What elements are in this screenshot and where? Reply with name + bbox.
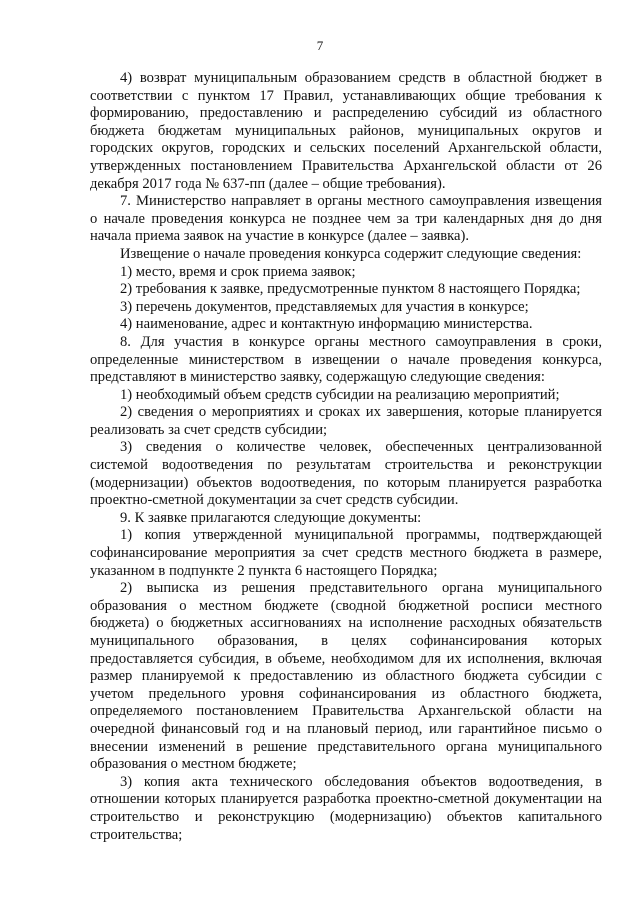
- paragraph: Извещение о начале проведения конкурса содержит следующие сведения:: [120, 245, 582, 262]
- paragraph: 1) копия утвержденной муниципальной программы, подтверждающей софинансирование мероприятия за счет средств местного бюджета в размере, указанном в подпункте 2 пункта 6 настоящего Порядка;: [90, 527, 602, 579]
- paragraph: 2) сведения о мероприятиях и сроках их завершения, которые планируется реализовать за счет средств субсидии;: [90, 404, 602, 438]
- paragraph: 8. Для участия в конкурсе органы местного самоуправления в сроки, определенные министерством в извещении о начале проведения конкурса, представляют в министерство заявку, содержащую следующие сведения:: [90, 333, 602, 386]
- paragraph: 1) место, время и срок приема заявок;: [120, 263, 356, 280]
- page-number: 7: [316, 38, 324, 53]
- paragraph: 3) сведения о количестве человек, обеспеченных централизованной системой водоотведения по результатам строительства и реконструкции (модернизации) объектов водоотведения, по которым планируется разработка проектно-сметной документации за счет средств субсидии.: [90, 439, 602, 509]
- paragraph: 3) копия акта технического обследования объектов водоотведения, в отношении которых планируется разработка проектно-сметной документации на строительство и реконструкцию (модернизацию) объектов капитального строительства;: [90, 773, 602, 843]
- paragraph: 4) возврат муниципальным образованием средств в областной бюджет в соответствии с пунктом 17 Правил, устанавливающих общие требования к формированию, предоставлению и распределению субсидий из областного бюджета бюджетам муниципальных районов, муниципальных округов и городских округов, городских и сельских поселений Архангельской области, утвержденных постановлением Правительства Архангельской области от 26 декабря 2017 года № 637-пп (далее – общие требования).: [90, 70, 602, 192]
- document-body: [90, 70, 602, 844]
- paragraph: 4) наименование, адрес и контактную информацию министерства.: [120, 316, 533, 333]
- paragraph: 3) перечень документов, представляемых для участия в конкурсе;: [120, 298, 529, 315]
- paragraph: 9. К заявке прилагаются следующие документы:: [120, 509, 422, 526]
- paragraph: 1) необходимый объем средств субсидии на реализацию мероприятий;: [120, 386, 560, 403]
- paragraph: 7. Министерство направляет в органы местного самоуправления извещения о начале проведения конкурса не позднее чем за три календарных дня до дня начала приема заявок на участие в конкурсе (далее – заявка).: [90, 193, 602, 245]
- paragraph: 2) требования к заявке, предусмотренные пунктом 8 настоящего Порядка;: [120, 281, 581, 298]
- paragraph: 2) выписка из решения представительного органа муниципального образования о местном бюджете (сводной бюджетной росписи местного бюджета) о бюджетных ассигнованиях на исполнение расходных обязательств муниципального образования, в целях софинансирования которых предоставляется субсидия, в объеме, необходимом для их исполнения, включая размер планируемой к предоставлению из областного бюджета субсидии с учетом предельного уровня софинансирования из областного бюджета, определяемого постановлением Правительства Архангельской области на очередной финансовый год и на плановый период, или гарантийное письмо о внесении изменений в решение представительного органа муниципального образования о местном бюджете;: [90, 580, 602, 773]
